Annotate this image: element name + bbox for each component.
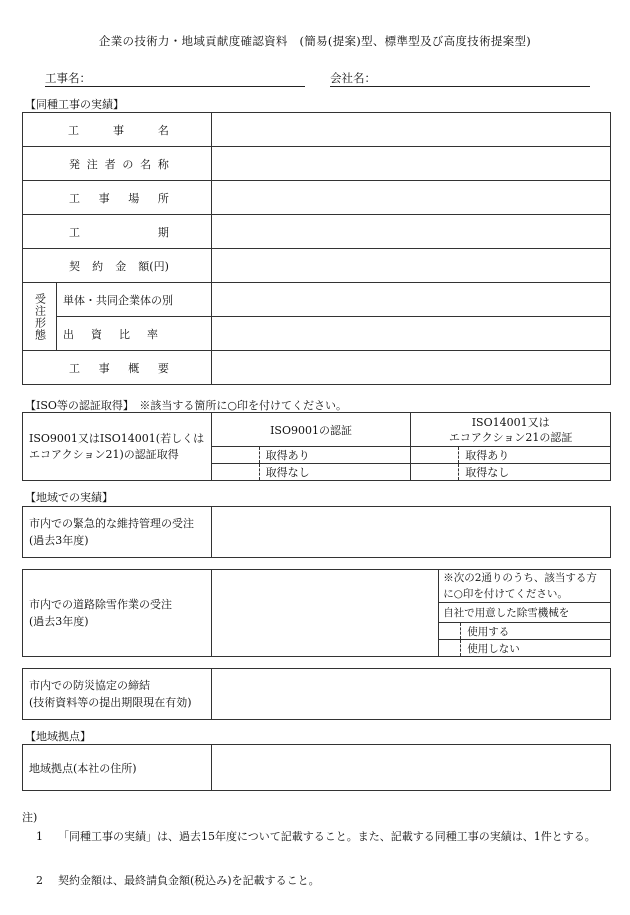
koji-field[interactable] (45, 86, 305, 87)
row-label-char: 約 (92, 259, 104, 273)
row-label-shusshi: 出 資 比 率 (56, 317, 211, 351)
base-table (22, 744, 611, 791)
row-label-char: 契 (69, 259, 80, 273)
section-base: 【地域拠点】 (25, 730, 91, 743)
disaster-label-line2: (技術資料等の提出期限現在有効) (29, 696, 192, 709)
row-label-char: 工 (68, 123, 79, 137)
disaster-table (22, 668, 611, 720)
row-label-char: 期 (157, 225, 169, 239)
snow-label-line2: (過去3年度) (29, 615, 89, 628)
row-label-char: 名 (140, 157, 152, 171)
row-label-char: 者 (104, 157, 116, 171)
row-label-tandai: 単体・共同企業体の別 (56, 283, 211, 317)
input-cell[interactable] (211, 669, 610, 720)
row-label-char: 事 (112, 123, 124, 137)
iso14001-header (411, 413, 611, 447)
row-label-char: 工 (69, 361, 80, 375)
input-cell[interactable] (211, 283, 610, 317)
iso9001-have: 取得あり (259, 447, 411, 464)
base-label: 地域拠点(本社の住所) (23, 745, 212, 791)
section-iso: 【ISO等の認証取得】 ※該当する箇所に○印を付けてください。 (25, 399, 347, 412)
row-label-char: 場 (128, 191, 140, 205)
input-cell[interactable] (211, 249, 610, 283)
input-cell[interactable] (211, 181, 610, 215)
input-cell[interactable] (211, 570, 439, 657)
iso14001-none: 取得なし (459, 464, 611, 481)
row-label-char: 事 (98, 191, 110, 205)
snow-use: 使用する (461, 623, 611, 640)
row-label-char: 工 (69, 225, 80, 239)
row-label-koki (23, 224, 211, 240)
kaisha-field[interactable] (330, 86, 590, 87)
table-row (23, 413, 611, 447)
row-label-char: 注 (86, 157, 98, 171)
table-row (23, 215, 611, 249)
table-row (23, 317, 611, 351)
input-cell[interactable] (211, 745, 610, 791)
row-label-char: 所 (157, 191, 169, 205)
iso9001-none-mark[interactable] (211, 464, 259, 481)
table-row (23, 249, 611, 283)
table-row (23, 669, 611, 720)
input-cell[interactable] (211, 215, 610, 249)
koji-label: 工事名： (45, 71, 91, 85)
note-2-number: 2 (36, 874, 43, 887)
iso14001-have-mark[interactable] (411, 447, 459, 464)
input-cell[interactable] (211, 317, 610, 351)
snow-label (23, 570, 212, 657)
snow-machine: 自社で用意した除雪機械を (439, 603, 611, 623)
input-cell[interactable] (211, 147, 610, 181)
iso14001-header-line1: ISO14001又は (471, 415, 550, 429)
row-label-char: 事 (98, 361, 110, 375)
similar-works-table (22, 112, 611, 385)
iso9001-none: 取得なし (259, 464, 411, 481)
table-row (23, 351, 611, 385)
snow-table (22, 569, 611, 657)
row-label-basho (23, 190, 211, 206)
order-form-label: 受注形態 (33, 292, 47, 341)
row-label-char: 要 (157, 361, 169, 375)
emergency-label (23, 507, 212, 558)
table-row (23, 283, 611, 317)
row-label-char: 名 (157, 123, 169, 137)
table-row (23, 181, 611, 215)
row-label-char: 概 (128, 361, 140, 375)
emergency-label-line2: (過去3年度) (29, 534, 89, 547)
row-label-char: 金 (115, 259, 127, 273)
snow-not-use: 使用しない (461, 640, 611, 657)
disaster-label-line1: 市内での防災協定の締結 (29, 679, 150, 692)
section-similar: 【同種工事の実績】 (25, 98, 124, 111)
emergency-label-line1: 市内での緊急的な維持管理の受注 (29, 517, 194, 530)
snow-use-mark[interactable] (439, 623, 461, 640)
snow-label-line1: 市内での道路除雪作業の受注 (29, 598, 172, 611)
snow-note: ※次の2通りのうち、該当する方に○印を付けてください。 (439, 570, 611, 603)
table-row (23, 745, 611, 791)
notes-head: 注) (22, 811, 38, 824)
row-label-char: の (122, 157, 134, 171)
row-label-char: 額(円) (138, 259, 169, 273)
input-cell[interactable] (211, 113, 610, 147)
note-1-number: 1 (36, 830, 43, 843)
section-local: 【地域での実績】 (25, 491, 113, 504)
row-label-hacchusha (23, 156, 211, 172)
table-row (23, 570, 611, 603)
iso-table (22, 412, 611, 481)
emergency-table (22, 506, 611, 558)
input-cell[interactable] (211, 351, 610, 385)
row-label-gaiyo (23, 360, 211, 376)
row-label-char: 発 (69, 157, 80, 171)
row-label-koji-mei (23, 122, 211, 138)
note-1-text: 「同種工事の実績」は、過去15年度について記載すること。また、記載する同種工事の実績は、1件とする。 (58, 830, 596, 843)
row-label-char: 工 (69, 191, 80, 205)
iso-row-label: ISO9001又はISO14001(若しくはエコアクション21)の認証取得 (23, 413, 212, 481)
snow-not-use-mark[interactable] (439, 640, 461, 657)
table-row (23, 113, 611, 147)
iso14001-header-line2: エコアクション21の認証 (448, 430, 573, 444)
iso9001-have-mark[interactable] (211, 447, 259, 464)
table-row (23, 147, 611, 181)
disaster-label (23, 669, 212, 720)
iso14001-have: 取得あり (459, 447, 611, 464)
iso9001-header: ISO9001の認証 (211, 413, 411, 447)
row-label-keiyaku (23, 258, 211, 274)
page-title: 企業の技術力・地域貢献度確認資料 (簡易(提案)型、標準型及び高度技術提案型) (98, 34, 532, 48)
input-cell[interactable] (211, 507, 610, 558)
iso14001-none-mark[interactable] (411, 464, 459, 481)
kaisha-label: 会社名： (330, 71, 376, 85)
table-row (23, 507, 611, 558)
note-2-text: 契約金額は、最終請負金額(税込み)を記載すること。 (58, 874, 320, 887)
row-label-char: 称 (157, 157, 169, 171)
